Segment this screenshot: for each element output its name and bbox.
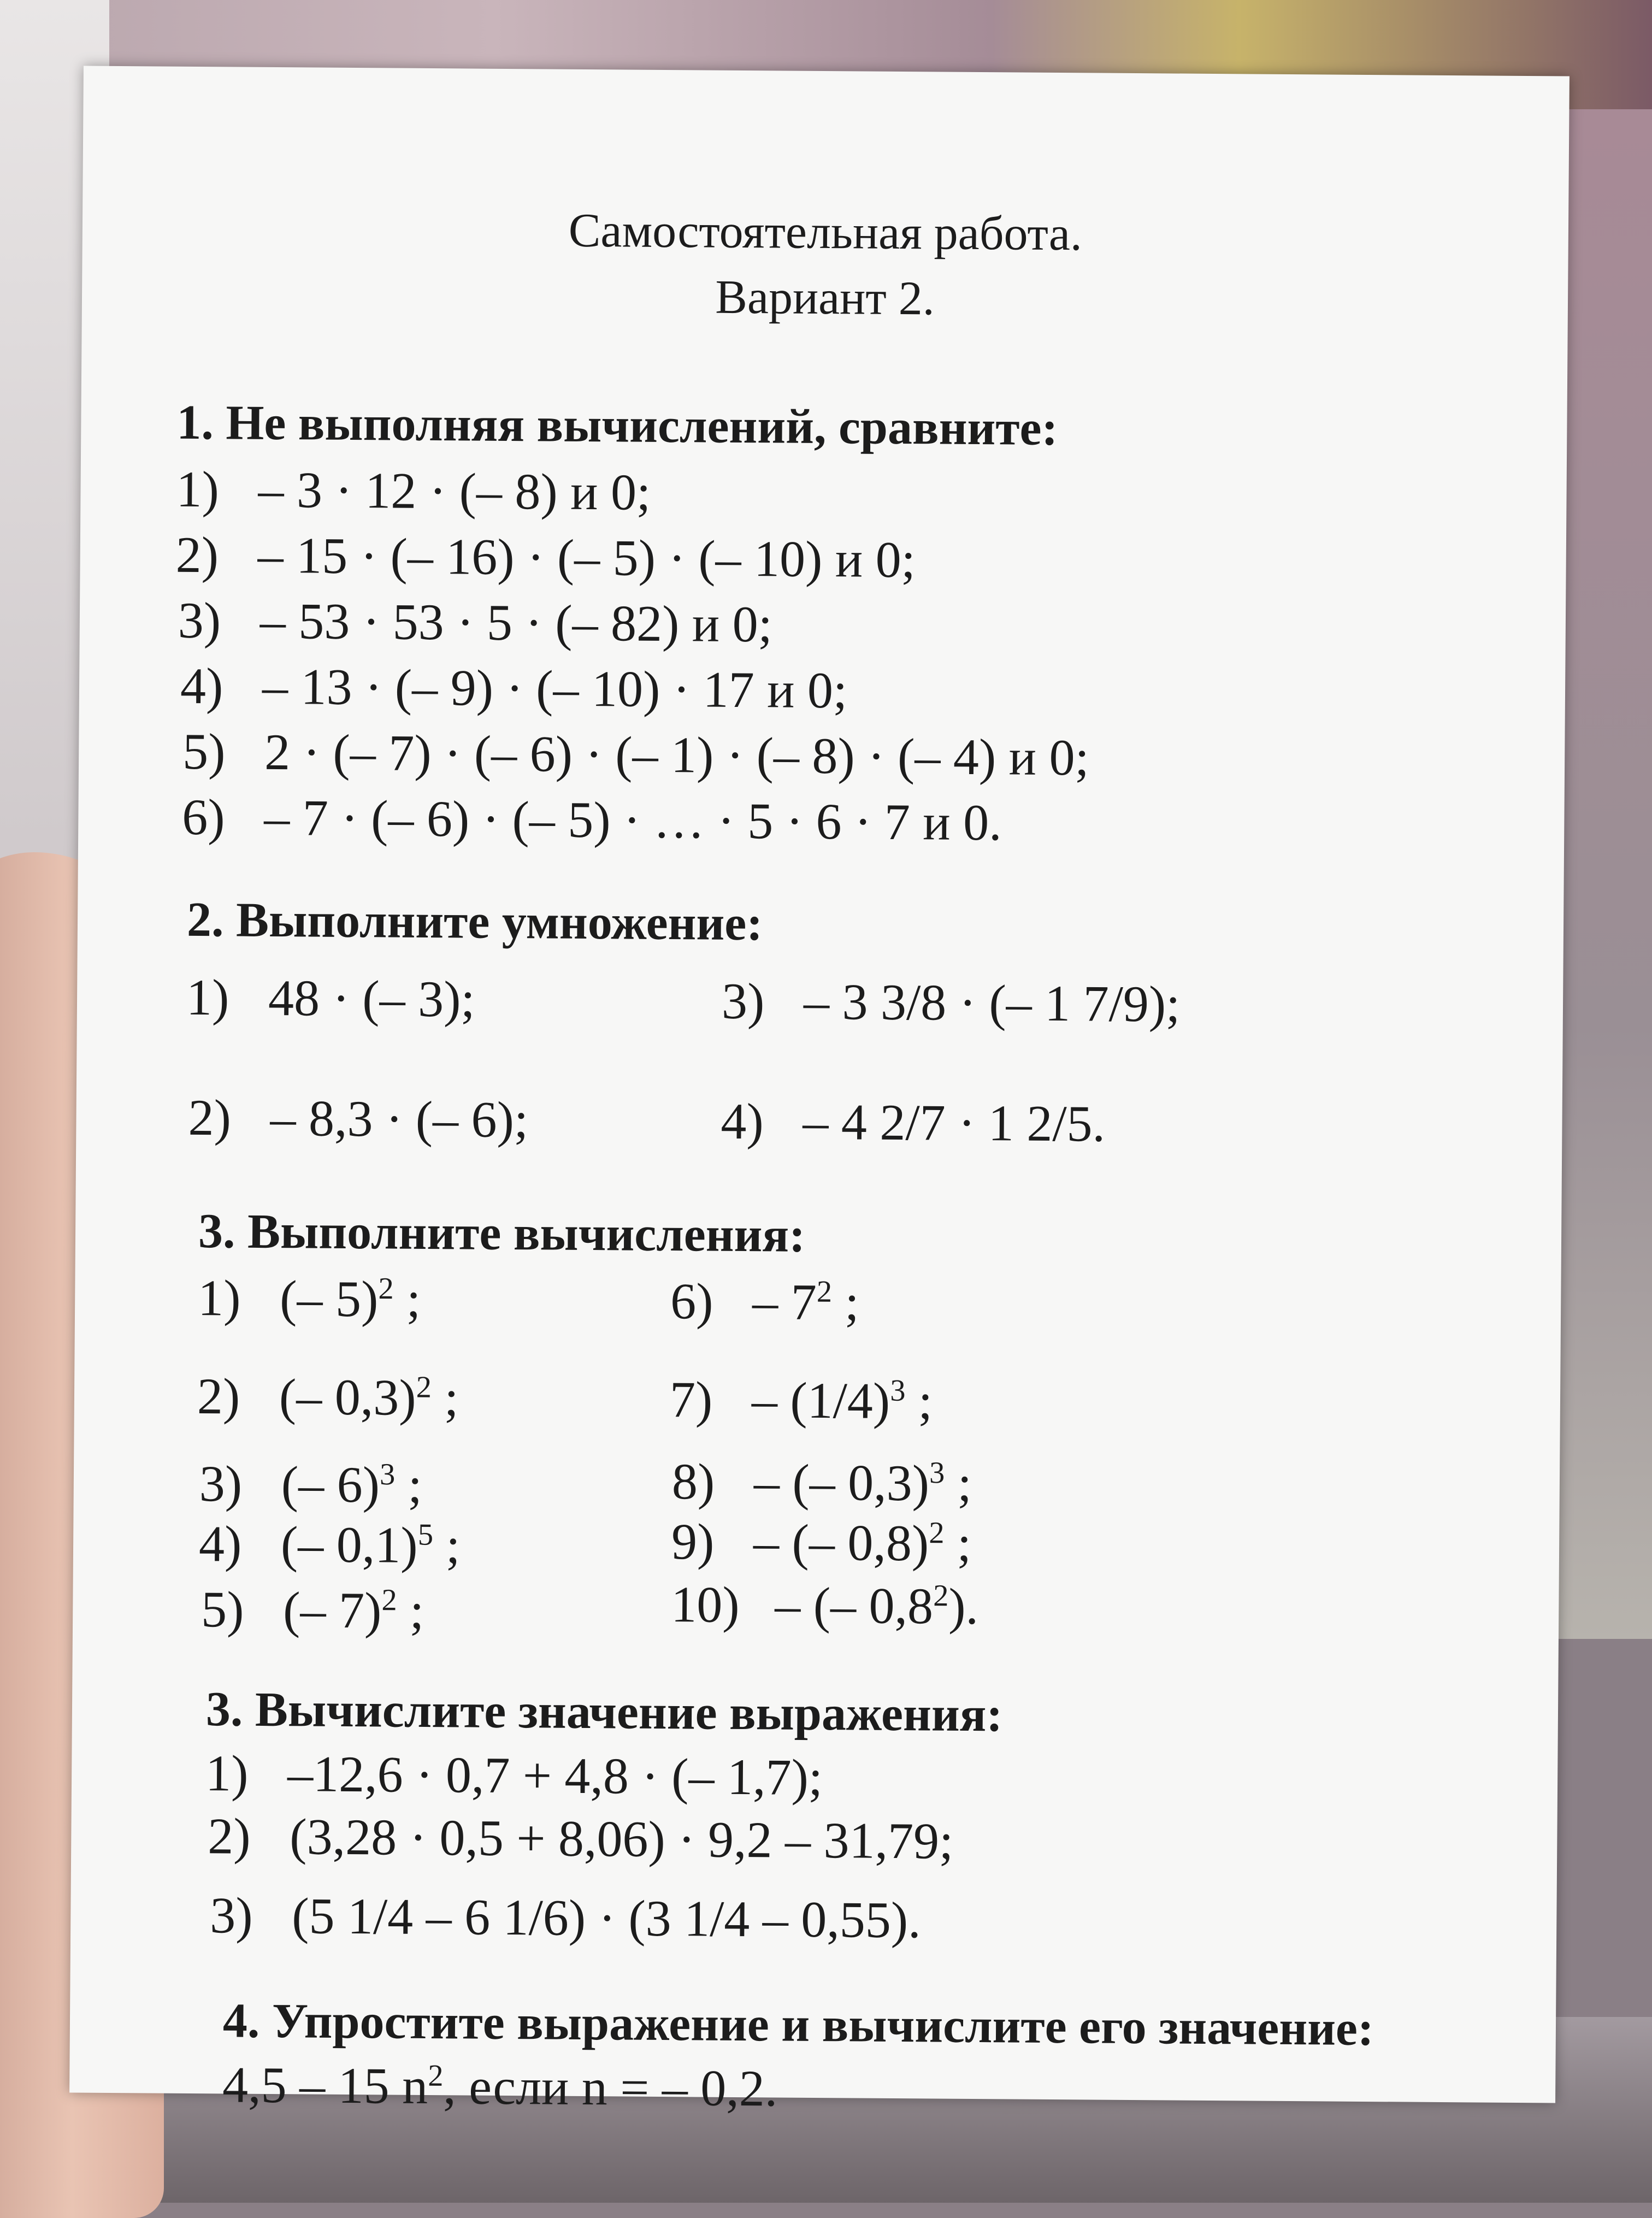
item-number: 9) [671, 1513, 715, 1571]
task2-item-2 [188, 1088, 528, 1149]
item-exponent: 2 [929, 1516, 945, 1550]
task1-item-4 [180, 657, 848, 721]
item-base: – (– 0,8 [774, 1577, 934, 1635]
item-base: (– 0,1) [280, 1516, 418, 1574]
item-exponent: 3 [929, 1456, 945, 1490]
item-end: ; [433, 1517, 461, 1574]
task3-item-9 [671, 1512, 972, 1573]
item-base: (– 5) [279, 1270, 379, 1328]
task1-item-5 [182, 722, 1089, 788]
item-end: ; [831, 1274, 859, 1331]
item-expression: – 3 3/8 · (– 1 7/9); [803, 973, 1181, 1033]
item-number: 2) [197, 1368, 240, 1425]
item-base: (– 0,3) [279, 1368, 416, 1426]
item-expression: – 8,3 · (– 6); [270, 1089, 529, 1149]
item-number: 1) [197, 1270, 241, 1327]
worksheet-variant: Вариант 2. [715, 270, 935, 326]
task3-item-10 [671, 1575, 979, 1636]
item-number: 4) [180, 657, 223, 715]
task3-item-2 [197, 1367, 459, 1427]
item-number: 7) [669, 1371, 713, 1429]
item-number: 1) [176, 461, 220, 518]
item-exponent: 2 [381, 1583, 397, 1618]
task2-item-3 [722, 972, 1181, 1034]
item-number: 1) [205, 1745, 249, 1802]
item-number: 3) [199, 1455, 243, 1513]
task1-item-6 [182, 788, 1002, 852]
item-expression: –12,6 · 0,7 + 4,8 · (– 1,7); [287, 1745, 823, 1807]
item-exponent: 3 [890, 1373, 906, 1408]
item-number: 2) [175, 526, 219, 584]
item-end: ; [397, 1582, 424, 1639]
item-number: 5) [200, 1581, 244, 1638]
item-base: (– 6) [281, 1456, 380, 1514]
item-end: ; [394, 1456, 423, 1514]
item-number: 1) [186, 969, 229, 1027]
task3-item-3 [199, 1454, 422, 1515]
task3b-item-3 [210, 1886, 921, 1950]
task4-heading: 4. Упростите выражение и вычислите его значение: [222, 1993, 1374, 2056]
item-number: 3) [178, 592, 221, 650]
item-base: – 7 [752, 1273, 817, 1331]
item-number: 6) [670, 1273, 713, 1330]
item-expression: – 7 · (– 6) · (– 5) · … · 5 · 6 · 7 и 0. [264, 789, 1002, 852]
task3-item-1 [198, 1269, 421, 1329]
item-expression: – 15 · (– 16) · (– 5) · (– 10) и 0; [257, 527, 916, 589]
item-base: – (– 0,3) [753, 1454, 930, 1512]
item-number: 4) [721, 1093, 764, 1151]
task3b-item-2 [208, 1807, 954, 1871]
item-expression: (3,28 · 0,5 + 8,06) · 9,2 – 31,79; [289, 1808, 954, 1870]
item-end: ; [944, 1515, 972, 1572]
item-end: ; [431, 1370, 459, 1427]
task3-item-4 [199, 1514, 461, 1575]
item-number: 5) [182, 723, 226, 781]
item-expression: 2 · (– 7) · (– 6) · (– 1) · (– 8) · (– 4) и 0; [264, 723, 1090, 787]
item-number: 10) [670, 1576, 740, 1634]
item-expression: – 4 2/7 · 1 2/5. [803, 1093, 1106, 1153]
item-exponent: 2 [933, 1579, 949, 1613]
task3-item-5 [201, 1580, 424, 1641]
task4-expression [222, 2055, 778, 2118]
task1-item-2 [175, 526, 916, 589]
item-number: 2) [188, 1089, 232, 1147]
task2-heading: 2. Выполните умножение: [186, 892, 763, 951]
item-number: 3) [721, 972, 765, 1030]
item-exponent: 3 [379, 1458, 396, 1492]
item-number: 8) [671, 1453, 715, 1511]
task2-item-1 [186, 968, 475, 1029]
expression-exponent: 2 [428, 2058, 444, 2093]
item-number: 2) [208, 1808, 251, 1865]
task1-item-3 [178, 591, 773, 654]
item-number: 6) [182, 788, 226, 846]
item-expression: – 13 · (– 9) · (– 10) · 17 и 0; [262, 658, 848, 719]
task3b-item-1 [205, 1744, 823, 1807]
item-end: ; [905, 1373, 933, 1430]
worksheet-title: Самостоятельная работа. [568, 204, 1083, 261]
worksheet-paper [69, 66, 1570, 2117]
item-end: ; [944, 1455, 972, 1512]
item-expression: – 3 · 12 · (– 8) и 0; [258, 461, 651, 521]
task1-item-1 [176, 460, 651, 522]
expression-condition: , если n = – 0,2. [443, 2058, 778, 2117]
task2-item-4 [721, 1092, 1105, 1154]
item-number: 4) [198, 1515, 242, 1573]
item-expression: – 53 · 53 · 5 · (– 82) и 0; [259, 592, 773, 653]
task3-item-6 [670, 1272, 859, 1332]
item-end: ; [393, 1271, 421, 1328]
item-exponent: 2 [378, 1272, 394, 1306]
task3b-heading: 3. Вычислите значение выражения: [205, 1682, 1003, 1742]
item-base: – (1/4) [751, 1372, 890, 1430]
task3-item-8 [672, 1452, 972, 1513]
task3-heading: 3. Выполните вычисления: [198, 1204, 806, 1263]
item-exponent: 2 [416, 1370, 432, 1405]
item-end: ). [948, 1578, 979, 1636]
expression-base: 4,5 – 15 n [222, 2056, 428, 2115]
item-base: – (– 0,8) [753, 1514, 929, 1572]
item-expression: (5 1/4 – 6 1/6) · (3 1/4 – 0,55). [291, 1887, 922, 1949]
task1-heading: 1. Не выполняя вычислений, сравните: [176, 395, 1058, 456]
item-expression: 48 · (– 3); [268, 969, 475, 1028]
item-exponent: 5 [417, 1518, 434, 1552]
item-base: (– 7) [282, 1582, 382, 1639]
task3-item-7 [670, 1370, 933, 1431]
item-number: 3) [209, 1887, 253, 1944]
item-exponent: 2 [816, 1275, 833, 1309]
